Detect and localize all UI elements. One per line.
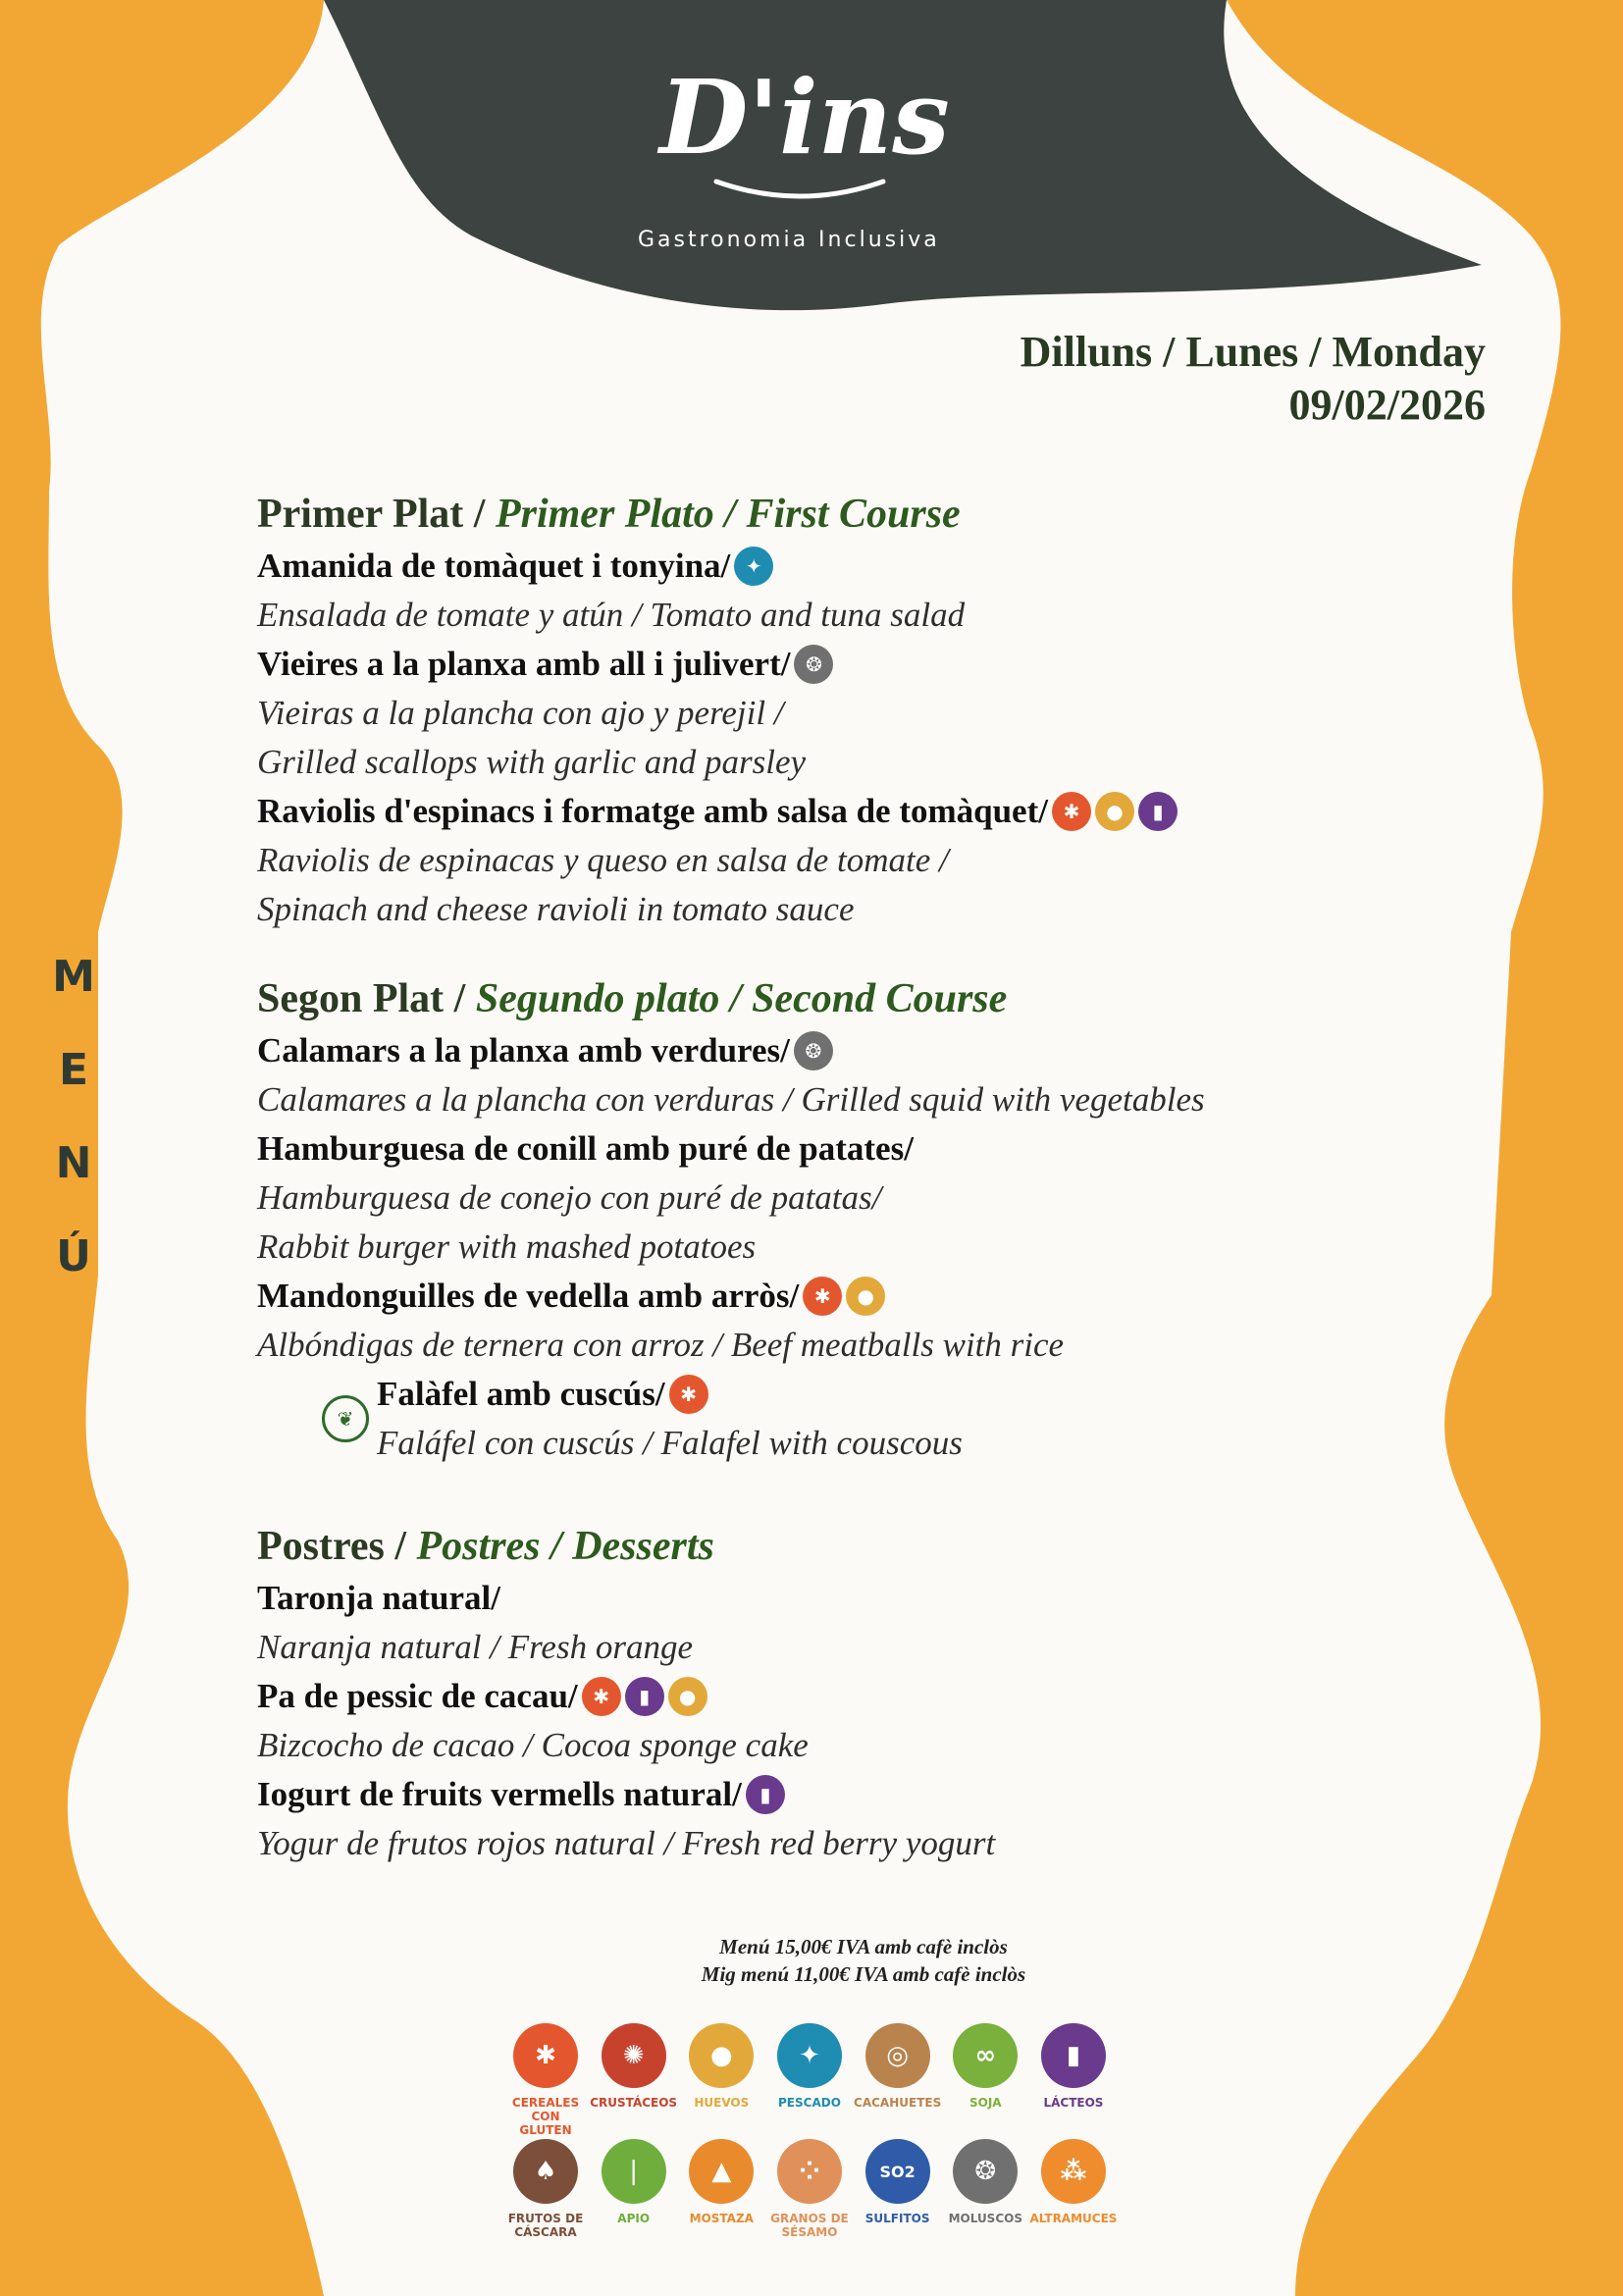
wheat-icon: ✱ [803,1277,842,1316]
brand-logo: D'ins [659,57,950,178]
menu-content [257,487,1386,1868]
soy-icon: ∞ [953,2023,1018,2088]
dish-description: Ensalada de tomate y atún / Tomato and tuna salad [257,596,966,634]
legend-item-celery: ❘ APIO [594,2139,674,2239]
milk-icon: ▮ [1041,2023,1106,2088]
side-letter: Ú [56,1231,91,1281]
desserts-title: Postres / Postres / Desserts [257,1524,714,1569]
crab-icon: ✺ [602,2023,666,2088]
legend-item-peanuts: ◎ CACAHUETES [858,2023,938,2137]
fish-icon: ✦ [734,547,773,586]
legend-item-molluscs: ❂ MOLUSCOS [945,2139,1025,2239]
side-menu-label [49,952,98,1325]
dish-description: Rabbit burger with mashed potatoes [257,1227,757,1266]
egg-icon: ● [1095,792,1134,831]
legend-item-crustaceans: ✺ CRUSTÁCEOS [594,2023,674,2137]
legend-item-gluten: ✱ CEREALES CON GLUTEN [505,2023,586,2137]
dish-description: Calamares a la plancha con verduras / Grilled squid with vegetables [257,1080,1205,1119]
dish-name: Taronja natural/ [257,1579,500,1617]
wheat-icon: ✱ [513,2023,578,2088]
date-header [1021,326,1486,432]
legend-item-sulphites: SO2 SULFITOS [858,2139,938,2239]
side-letter: N [55,1138,92,1188]
milk-icon: ▮ [625,1677,664,1716]
price-info [638,1933,1089,1988]
dish-name: Pa de pessic de cacau/ ✱ ▮ ● [257,1672,1386,1721]
dish-name: Vieires a la planxa amb all i julivert/ ❂ [257,640,1386,689]
side-letter: E [58,1045,89,1095]
dish-description: Yogur de frutos rojos natural / Fresh red berry yogurt [257,1824,996,1862]
dish-description: Naranja natural / Fresh orange [257,1628,693,1666]
dish-description: Albóndigas de ternera con arroz / Beef meatballs with rice [257,1326,1065,1364]
dish-name: Iogurt de fruits vermells natural/ ▮ [257,1770,1386,1819]
milk-icon: ▮ [746,1775,785,1814]
legend-item-soy: ∞ SOJA [945,2023,1025,2137]
milk-icon: ▮ [1138,792,1178,831]
legend-item-eggs: ● HUEVOS [681,2023,761,2137]
legend-item-fish: ✦ PESCADO [769,2023,850,2137]
dish-description: Raviolis de espinacas y queso en salsa de tomate / [257,841,949,879]
dish-description: Bizcocho de cacao / Cocoa sponge cake [257,1726,809,1764]
wheat-icon: ✱ [582,1677,621,1716]
shell-icon: ❂ [794,1031,833,1070]
second-course-title: Segon Plat / Segundo plato / Second Course [257,976,1008,1021]
dish-name: Raviolis d'espinacs i formatge amb salsa de tomàquet/ ✱ ● ▮ [257,787,1386,836]
dish-name: Falàfel amb cuscús/ ✱ [377,1370,963,1419]
dish-name: Mandonguilles de vedella amb arròs/ ✱ ● [257,1272,1386,1321]
dish-name: Calamars a la planxa amb verdures/ ❂ [257,1026,1386,1075]
mustard-icon: ▲ [689,2139,754,2204]
wheat-icon: ✱ [669,1375,708,1414]
celery-icon: ❘ [602,2139,666,2204]
brand-subtitle: Gastronomia Inclusiva [638,228,940,252]
legend-item-dairy: ▮ LÁCTEOS [1033,2023,1114,2137]
nut-icon: ♠ [513,2139,578,2204]
legend-item-lupins: ⁂ ALTRAMUCES [1033,2139,1114,2239]
first-course-title: Primer Plat / Primer Plato / First Course [257,492,961,537]
dish-name: Amanida de tomàquet i tonyina/ ✦ [257,542,1386,591]
menu-date: 09/02/2026 [1288,381,1486,429]
dish-description: Grilled scallops with garlic and parsley [257,743,807,781]
allergen-legend-row-2 [505,2139,1118,2239]
dish-description: Hamburguesa de conejo con puré de patatas/ [257,1178,882,1217]
shell-icon: ❂ [953,2139,1018,2204]
shell-icon: ❂ [794,645,833,684]
egg-icon: ● [846,1277,885,1316]
dish-description: Faláfel con cuscús / Falafel with couscous [377,1424,963,1462]
fish-icon: ✦ [777,2023,842,2088]
sesame-icon: ⁘ [777,2139,842,2204]
lupin-icon: ⁂ [1041,2139,1106,2204]
legend-item-mustard: ▲ MOSTAZA [681,2139,761,2239]
day-names: Dilluns / Lunes / Monday [1020,328,1486,376]
full-menu-price: Menú 15,00€ IVA amb cafè inclòs [719,1935,1008,1958]
egg-icon: ● [689,2023,754,2088]
legend-item-nuts: ♠ FRUTOS DE CÁSCARA [505,2139,586,2239]
sulphite-icon: SO2 [865,2139,930,2204]
dish-name: Hamburguesa de conill amb puré de patates/ [257,1129,914,1168]
egg-icon: ● [668,1677,707,1716]
vegan-icon: ❦ [322,1395,369,1442]
half-menu-price: Mig menú 11,00€ IVA amb cafè inclòs [701,1962,1026,1986]
vegan-dish [322,1370,1386,1468]
allergen-legend-row-1 [505,2023,1114,2137]
peanut-icon: ◎ [865,2023,930,2088]
dish-description: Vieiras a la plancha con ajo y perejil / [257,694,784,732]
side-letter: M [52,952,95,1002]
wheat-icon: ✱ [1052,792,1091,831]
dish-description: Spinach and cheese ravioli in tomato sauce [257,890,855,928]
legend-item-sesame: ⁘ GRANOS DE SÉSAMO [769,2139,850,2239]
